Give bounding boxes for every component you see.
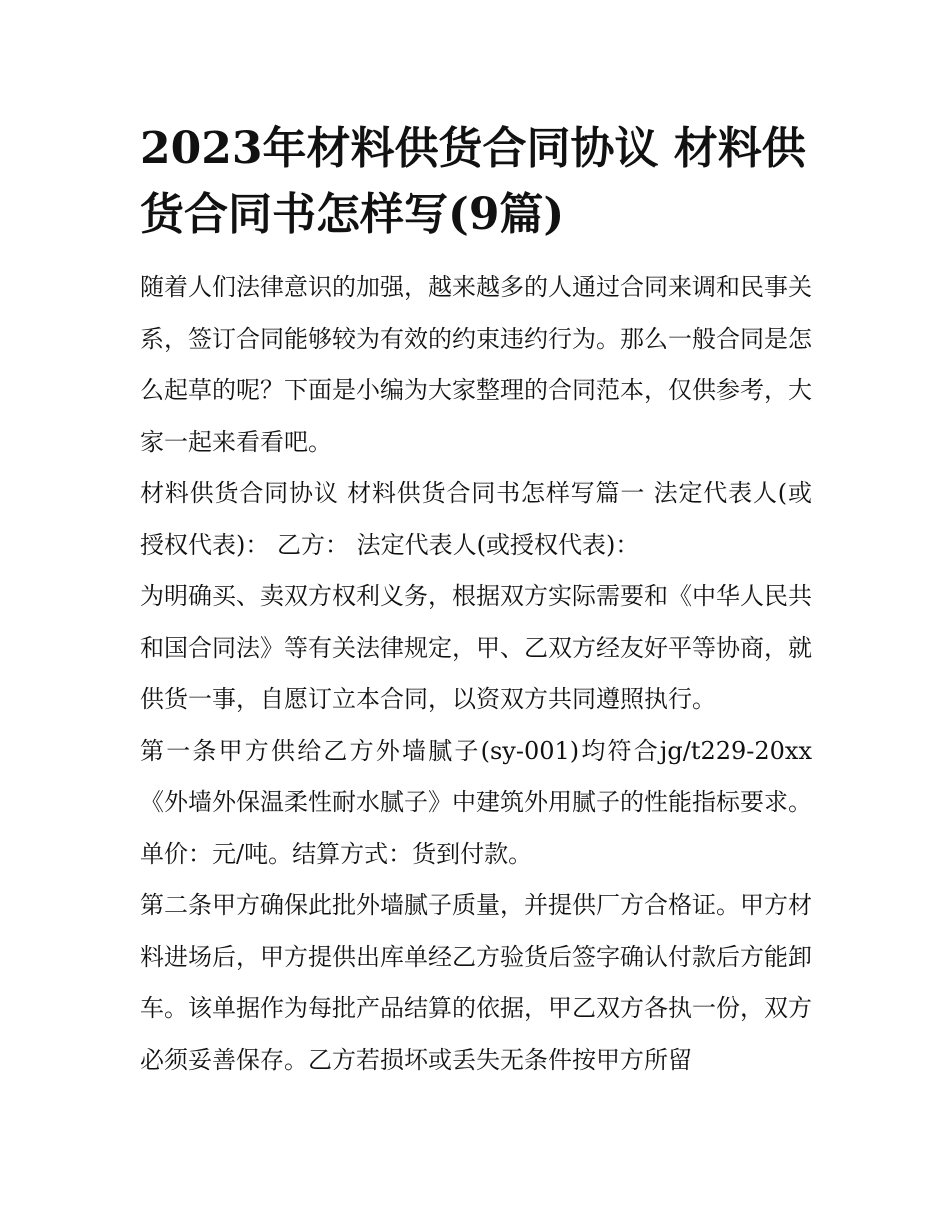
paragraph-parties: 材料供货合同协议 材料供货合同书怎样写篇一 法定代表人(或授权代表)： 乙方： 法定代表人(或授权代表)： [140,479,812,559]
paragraph-purpose: 为明确买、卖双方权利义务，根据双方实际需要和《中华人民共和国合同法》等有关法律规定，甲、乙双方经友好平等协商，就供货一事，自愿订立本合同，以资双方共同遵照执行。 [140,582,812,713]
document-title [140,0,812,248]
document-body [140,262,812,1086]
paragraph-price: 单价：元/吨。结算方式：货到付款。 [140,839,533,868]
document-page [140,0,812,1086]
paragraph-article-1: 第一条甲方供给乙方外墙腻子(sy-001)均符合jg/t229-20xx《外墙外保温柔性耐水腻子》中建筑外用腻子的性能指标要求。 [140,736,812,816]
paragraph-article-2: 第二条甲方确保此批外墙腻子质量，并提供厂方合格证。甲方材料进场后，甲方提供出库单经乙方验货后签字确认付款后方能卸车。该单据作为每批产品结算的依据，甲乙双方各执一份，双方必须妥善保存。乙方若损坏或丢失无条件按甲方所留 [140,891,812,1074]
document-title-text: 2023年材料供货合同协议 材料供货合同书怎样写(9篇) [140,123,806,240]
paragraph-intro: 随着人们法律意识的加强，越来越多的人通过合同来调和民事关系，签订合同能够较为有效的约束违约行为。那么一般合同是怎么起草的呢？下面是小编为大家整理的合同范本，仅供参考，大家一起来看看吧。 [140,273,812,456]
